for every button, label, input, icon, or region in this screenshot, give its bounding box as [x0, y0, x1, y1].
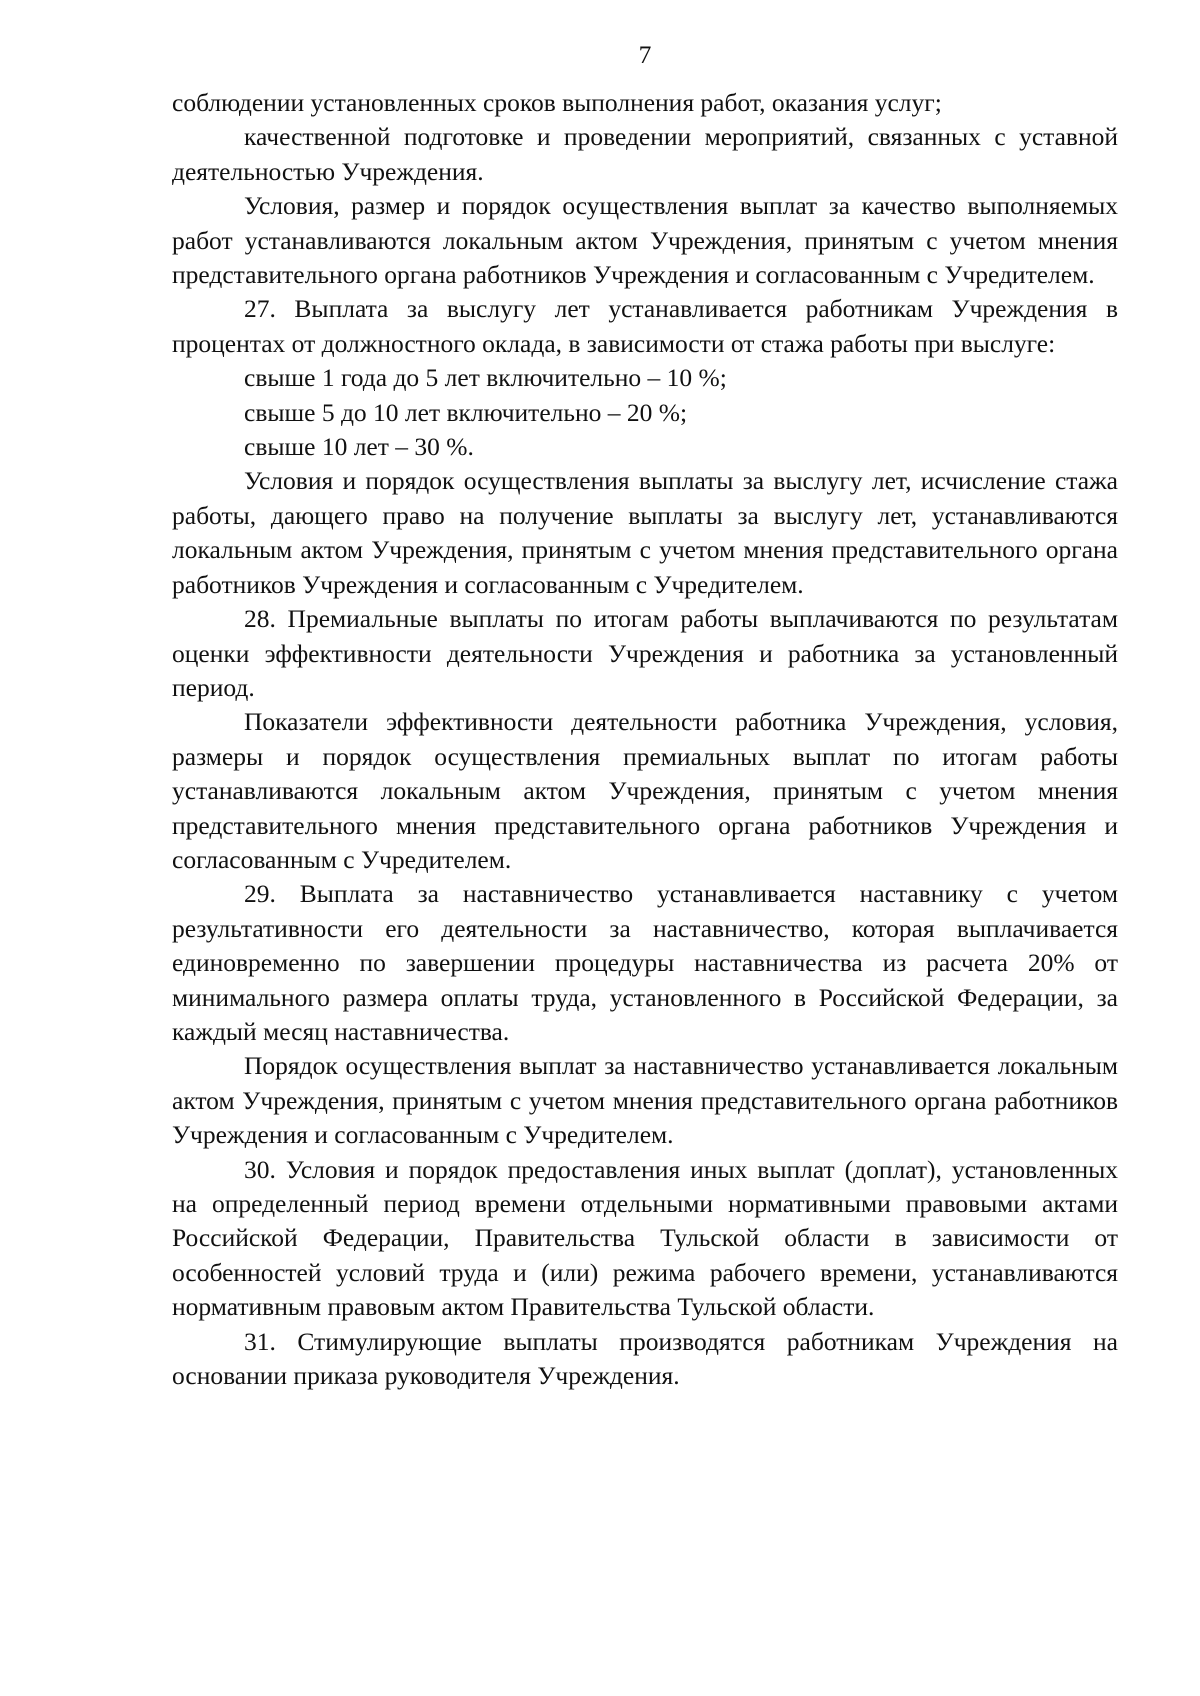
paragraph-quality-conditions: Условия, размер и порядок осуществления выплат за качество выполняемых работ устанавливаются локальным актом Учреждения, принятым с учетом мнения представительного органа работников Учреждения и согласованным с Учредителем. — [172, 191, 1118, 290]
paragraph-31: 31. Стимулирующие выплаты производятся работникам Учреждения на основании приказа руководителя Учреждения. — [172, 1326, 1118, 1391]
document-page — [172, 38, 1118, 1393]
page-number: 7 — [638, 40, 652, 69]
paragraph-27: 27. Выплата за выслугу лет устанавливается работникам Учреждения в процентах от должностного оклада, в зависимости от стажа работы при выслуге: — [172, 294, 1118, 358]
paragraph-seniority-conditions: Условия и порядок осуществления выплаты за выслугу лет, исчисление стажа работы, дающего право на получение выплаты за выслугу лет, устанавливаются локальным актом Учреждения, принятым с учетом мнения представительного органа работников Учреждения и согласованным с Учредителем. — [172, 466, 1118, 599]
list-item-5-10-years: свыше 5 до 10 лет включительно – 20 %; — [244, 397, 688, 427]
list-item-over-10-years: свыше 10 лет – 30 %. — [244, 432, 474, 462]
paragraph-deadlines: соблюдении установленных сроков выполнения работ, оказания услуг; — [172, 88, 942, 117]
paragraph-29: 29. Выплата за наставничество устанавливается наставнику с учетом результативности его деятельности за наставничество, которая выплачивается единовременно по завершении процедуры наставничества из расчета 20% от минимального размера оплаты труда, установленного в Российской Федерации, за каждый месяц наставничества. — [172, 879, 1118, 1046]
list-item-1-5-years: свыше 1 года до 5 лет включительно – 10 %; — [244, 363, 727, 393]
paragraph-30: 30. Условия и порядок предоставления иных выплат (доплат), установленных на определенный период времени отдельными нормативными правовыми актами Российской Федерации, Правительства Тульской области в зависимости от особенностей условий труда и (или) режима рабочего времени, устанавливаются нормативным правовым актом Правительства Тульской области. — [172, 1154, 1118, 1322]
paragraph-quality-preparation: качественной подготовке и проведении мероприятий, связанных с уставной деятельностью Учреждения. — [172, 122, 1118, 186]
paragraph-28: 28. Премиальные выплаты по итогам работы выплачиваются по результатам оценки эффективности деятельности Учреждения и работника за установленный период. — [172, 604, 1118, 702]
paragraph-efficiency-indicators: Показатели эффективности деятельности работника Учреждения, условия, размеры и порядок осуществления премиальных выплат по итогам работы устанавливаются локальным актом Учреждения, принятым с учетом мнения представительного мнения представительного органа работников Учреждения и согласованным с Учредителем. — [172, 707, 1118, 874]
paragraph-mentoring-procedure: Порядок осуществления выплат за наставничество устанавливается локальным актом Учреждения, принятым с учетом мнения представительного органа работников Учреждения и согласованным с Учредителем. — [172, 1051, 1118, 1150]
